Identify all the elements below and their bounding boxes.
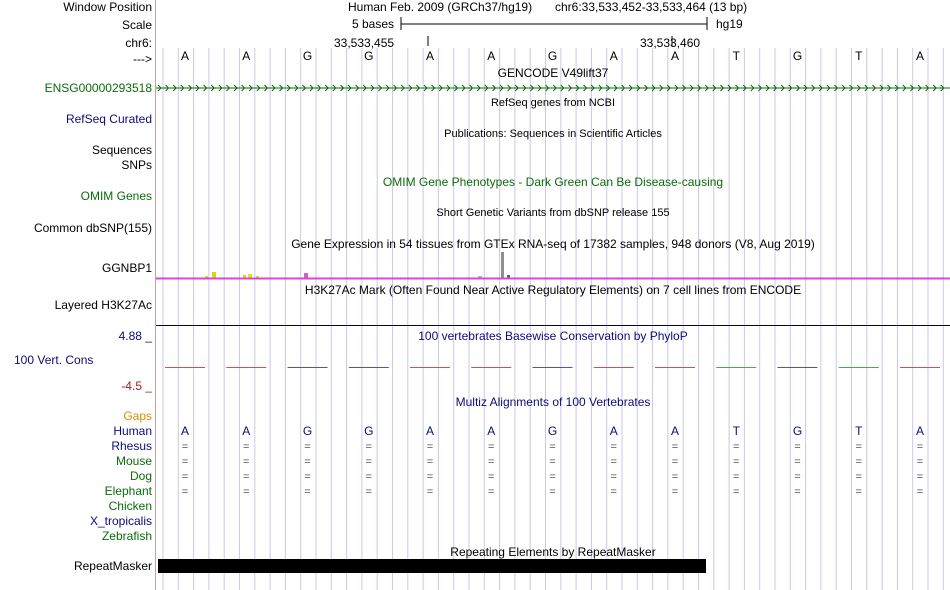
phylop-mark-0 bbox=[165, 367, 205, 368]
browser-image-panel[interactable] bbox=[155, 0, 950, 590]
species-elephant-label[interactable]: Elephant bbox=[104, 484, 152, 498]
aligned-match-2-8: = bbox=[671, 471, 679, 483]
base-0: A bbox=[180, 49, 190, 63]
aligned-match-3-10: = bbox=[794, 486, 801, 498]
aligned-match-1-10: = bbox=[794, 456, 801, 468]
aligned-match-1-1: = bbox=[243, 456, 250, 468]
base-5: A bbox=[487, 49, 496, 63]
aligned-match-0-9: = bbox=[733, 441, 740, 453]
phylop-mark-1 bbox=[226, 367, 266, 368]
aligned-match-1-2: = bbox=[304, 456, 311, 468]
dbsnp-track-label[interactable]: Common dbSNP(155) bbox=[33, 221, 152, 235]
aligned-match-2-9: = bbox=[733, 471, 740, 483]
species-rhesus-label[interactable]: Rhesus bbox=[111, 439, 152, 453]
phylop-mark-12 bbox=[900, 367, 940, 368]
species-human-label[interactable]: Human bbox=[113, 424, 152, 438]
aligned-match-1-11: = bbox=[855, 456, 862, 468]
aligned-match-1-4: = bbox=[426, 456, 434, 468]
strand-arrow-label[interactable]: ---> bbox=[133, 52, 152, 66]
snps-track-label[interactable]: SNPs bbox=[121, 158, 152, 172]
phylop-mark-2 bbox=[288, 367, 328, 368]
base-3: G bbox=[364, 49, 374, 63]
phylop-mark-5 bbox=[471, 367, 511, 368]
human-base-0: A bbox=[180, 424, 190, 438]
phylop-mark-6 bbox=[533, 367, 573, 368]
species-zebrafish-label[interactable]: Zebrafish bbox=[101, 529, 152, 543]
coord-right: 33,533,460 bbox=[640, 36, 701, 50]
human-base-4: A bbox=[425, 424, 435, 438]
aligned-match-2-2: = bbox=[304, 471, 311, 483]
aligned-match-1-5: = bbox=[488, 456, 495, 468]
phylop-max-label[interactable]: 4.88 _ bbox=[118, 329, 152, 343]
gtex-expression-bars[interactable] bbox=[156, 252, 950, 282]
aligned-match-3-1: = bbox=[243, 486, 250, 498]
aligned-match-3-8: = bbox=[671, 486, 679, 498]
h3k27ac-signal[interactable] bbox=[156, 324, 950, 328]
human-base-2: G bbox=[302, 424, 313, 438]
human-base-5: A bbox=[487, 424, 496, 438]
aligned-match-3-7: = bbox=[610, 486, 617, 498]
multiz-title: Multiz Alignments of 100 Vertebrates bbox=[455, 395, 651, 409]
gencode-title: GENCODE V49lift37 bbox=[497, 66, 609, 80]
species-chicken-label[interactable]: Chicken bbox=[108, 499, 152, 513]
scale-label[interactable]: Scale bbox=[121, 18, 152, 32]
aligned-match-2-0: = bbox=[181, 471, 189, 483]
aligned-match-1-3: = bbox=[365, 456, 372, 468]
base-2: G bbox=[302, 49, 313, 63]
aligned-match-3-4: = bbox=[426, 486, 434, 498]
base-1: A bbox=[242, 49, 251, 63]
aligned-match-0-0: = bbox=[181, 441, 189, 453]
aligned-match-0-5: = bbox=[488, 441, 495, 453]
phylop-mark-10 bbox=[778, 367, 818, 368]
base-10: G bbox=[792, 49, 803, 63]
human-base-1: A bbox=[242, 424, 251, 438]
aligned-match-2-10: = bbox=[794, 471, 801, 483]
base-11: T bbox=[855, 49, 863, 63]
aligned-match-2-6: = bbox=[549, 471, 556, 483]
gaps-label[interactable]: Gaps bbox=[123, 409, 152, 423]
human-base-8: A bbox=[670, 424, 680, 438]
phylop-mark-11 bbox=[839, 367, 879, 368]
scale-text: 5 bases bbox=[352, 17, 395, 31]
window-position-readout: chr6:33,533,452-33,533,464 (13 bp) bbox=[555, 0, 748, 14]
repeatmasker-element[interactable] bbox=[158, 559, 706, 573]
sequences-track-label[interactable]: Sequences bbox=[91, 143, 152, 157]
repeatmasker-title: Repeating Elements by RepeatMasker bbox=[450, 545, 656, 559]
aligned-match-2-1: = bbox=[243, 471, 250, 483]
assembly-title: Human Feb. 2009 (GRCh37/hg19) bbox=[348, 0, 533, 14]
species-dog-label[interactable]: Dog bbox=[129, 469, 152, 483]
human-base-7: A bbox=[609, 424, 618, 438]
h3k27ac-track-label[interactable]: Layered H3K27Ac bbox=[54, 298, 152, 312]
phylop-track-label[interactable]: 100 Vert. Cons bbox=[14, 353, 94, 367]
aligned-match-0-11: = bbox=[855, 441, 862, 453]
scale-db: hg19 bbox=[716, 17, 743, 31]
aligned-match-0-2: = bbox=[304, 441, 311, 453]
gencode-track-label[interactable]: ENSG00000293518 bbox=[44, 81, 152, 95]
aligned-match-2-7: = bbox=[610, 471, 617, 483]
refseq-title: RefSeq genes from NCBI bbox=[490, 97, 616, 109]
track-labels-column bbox=[0, 0, 155, 590]
h3k27ac-title: H3K27Ac Mark (Often Found Near Active Regulatory Elements) on 7 cell lines from ENCODE bbox=[304, 283, 802, 297]
base-12: A bbox=[915, 49, 925, 63]
human-base-3: G bbox=[364, 424, 374, 438]
phylop-title: 100 vertebrates Basewise Conservation by PhyloP bbox=[418, 329, 688, 343]
phylop-mark-3 bbox=[349, 367, 389, 368]
aligned-match-0-12: = bbox=[916, 441, 924, 453]
aligned-match-3-11: = bbox=[855, 486, 862, 498]
aligned-match-1-0: = bbox=[181, 456, 189, 468]
aligned-match-3-2: = bbox=[304, 486, 311, 498]
aligned-match-0-1: = bbox=[243, 441, 250, 453]
aligned-match-2-11: = bbox=[855, 471, 862, 483]
aligned-match-0-4: = bbox=[426, 441, 434, 453]
aligned-match-1-8: = bbox=[671, 456, 679, 468]
base-9: T bbox=[732, 49, 740, 63]
aligned-match-3-12: = bbox=[916, 486, 924, 498]
base-7: A bbox=[609, 49, 618, 63]
aligned-match-2-12: = bbox=[916, 471, 924, 483]
gtex-title: Gene Expression in 54 tissues from GTEx RNA-seq of 17382 samples, 948 donors (V8, Aug 2019) bbox=[291, 237, 815, 251]
human-base-10: G bbox=[792, 424, 803, 438]
aligned-match-1-9: = bbox=[733, 456, 740, 468]
aligned-match-3-9: = bbox=[733, 486, 740, 498]
phylop-mark-4 bbox=[410, 367, 450, 368]
aligned-match-1-12: = bbox=[916, 456, 924, 468]
omim-track-label[interactable]: OMIM Genes bbox=[80, 189, 152, 203]
repeatmasker-track-label[interactable]: RepeatMasker bbox=[73, 559, 152, 573]
aligned-match-1-6: = bbox=[549, 456, 556, 468]
coord-left: 33,533,455 bbox=[334, 36, 395, 50]
phylop-mark-9 bbox=[716, 367, 756, 368]
phylop-conservation-signal[interactable] bbox=[156, 362, 950, 374]
human-base-12: A bbox=[915, 424, 925, 438]
aligned-match-2-4: = bbox=[426, 471, 434, 483]
base-8: A bbox=[670, 49, 680, 63]
aligned-match-0-10: = bbox=[794, 441, 801, 453]
phylop-mark-7 bbox=[594, 367, 634, 368]
base-4: A bbox=[425, 49, 435, 63]
gencode-gene-feature[interactable] bbox=[156, 81, 950, 95]
species-mouse-label[interactable]: Mouse bbox=[115, 454, 152, 468]
aligned-match-0-7: = bbox=[610, 441, 617, 453]
aligned-match-3-5: = bbox=[488, 486, 495, 498]
species-xtropicalis-label[interactable]: X_tropicalis bbox=[89, 514, 152, 528]
window-position-label[interactable]: Window Position bbox=[63, 0, 152, 14]
human-base-11: T bbox=[855, 424, 863, 438]
omim-title: OMIM Gene Phenotypes - Dark Green Can Be Disease-causing bbox=[382, 175, 724, 189]
human-base-9: T bbox=[732, 424, 740, 438]
aligned-match-1-7: = bbox=[610, 456, 617, 468]
publications-title: Publications: Sequences in Scientific Articles bbox=[444, 128, 662, 140]
human-base-6: G bbox=[547, 424, 558, 438]
aligned-match-3-0: = bbox=[181, 486, 189, 498]
aligned-match-2-3: = bbox=[365, 471, 372, 483]
aligned-match-3-6: = bbox=[549, 486, 556, 498]
aligned-match-3-3: = bbox=[365, 486, 372, 498]
dbsnp-title: Short Genetic Variants from dbSNP release 155 bbox=[436, 207, 670, 219]
aligned-match-0-3: = bbox=[365, 441, 372, 453]
chrom-label[interactable]: chr6: bbox=[125, 36, 152, 50]
phylop-mark-8 bbox=[655, 367, 695, 368]
base-6: G bbox=[547, 49, 558, 63]
aligned-match-2-5: = bbox=[488, 471, 495, 483]
refseq-track-label[interactable]: RefSeq Curated bbox=[65, 112, 152, 126]
gtex-track-label[interactable]: GGNBP1 bbox=[101, 261, 152, 275]
aligned-match-0-6: = bbox=[549, 441, 556, 453]
aligned-match-0-8: = bbox=[671, 441, 679, 453]
phylop-min-label[interactable]: -4.5 _ bbox=[121, 379, 152, 393]
